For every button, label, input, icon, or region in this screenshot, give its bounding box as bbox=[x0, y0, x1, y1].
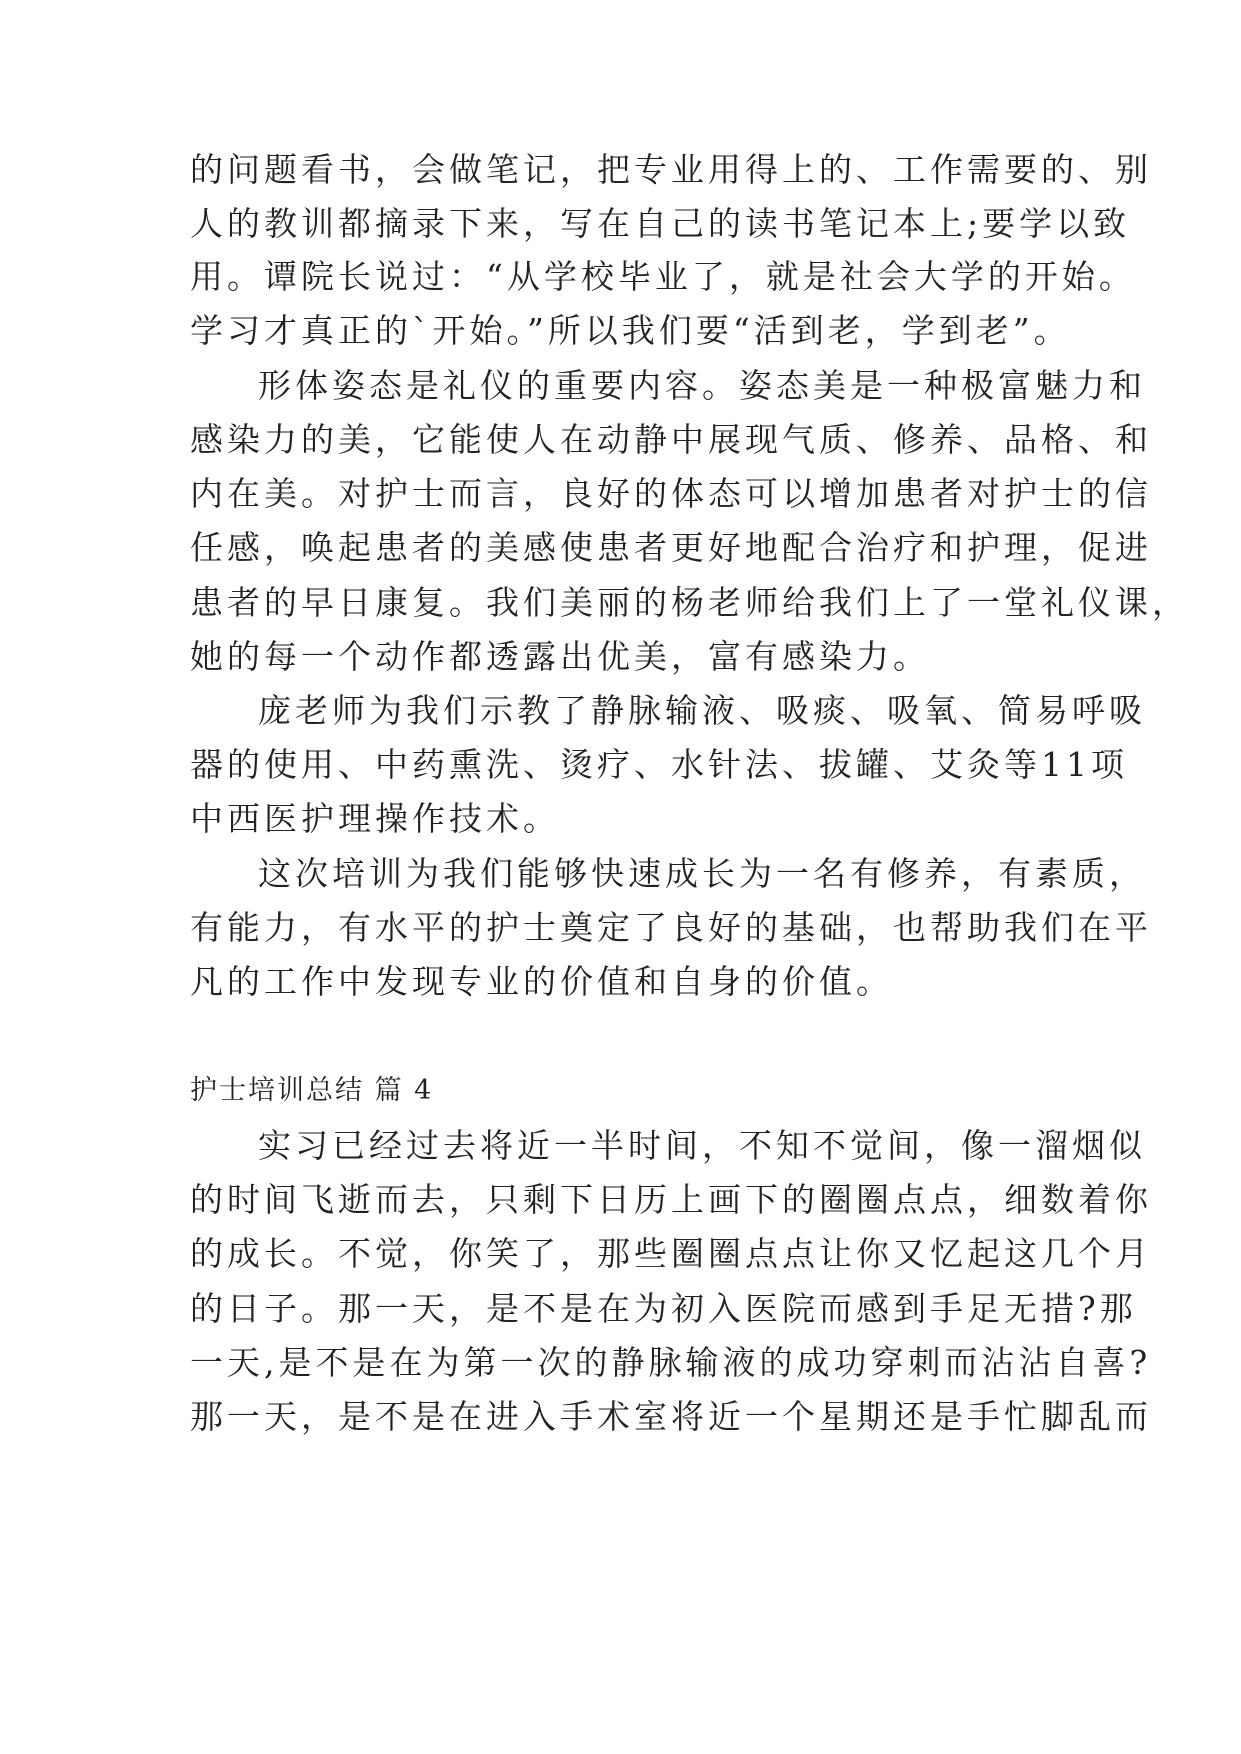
text-line: 凡的工作中发现专业的价值和自身的价值。 bbox=[190, 962, 893, 1001]
paragraph-first-line: 这次培训为我们能够快速成长为一名有修养，有素质， bbox=[258, 854, 1146, 893]
paragraph-first-line: 庞老师为我们示教了静脉输液、吸痰、吸氧、简易呼吸 bbox=[258, 691, 1146, 730]
text-line: 中西医护理操作技术。 bbox=[190, 799, 560, 838]
text-line: 那一天，是不是在进入手术室将近一个星期还是手忙脚乱而 bbox=[190, 1397, 1152, 1436]
text-line: 内在美。对护士而言，良好的体态可以增加患者对护士的信 bbox=[190, 474, 1152, 513]
text-line: 学习才真正的`开始。”所以我们要“活到老，学到老”。 bbox=[190, 311, 1071, 350]
text-line: 人的教训都摘录下来，写在自己的读书笔记本上;要学以致 bbox=[190, 204, 1131, 243]
text-line: 的日子。那一天，是不是在为初入医院而感到手足无措?那 bbox=[190, 1289, 1137, 1328]
section-heading: 护士培训总结 篇 4 bbox=[190, 1075, 434, 1106]
text-line: 任感，唤起患者的美感使患者更好地配合治疗和护理，促进 bbox=[190, 528, 1152, 567]
text-line: 有能力，有水平的护士奠定了良好的基础，也帮助我们在平 bbox=[190, 908, 1152, 947]
paragraph-first-line: 形体姿态是礼仪的重要内容。姿态美是一种极富魅力和 bbox=[258, 366, 1146, 405]
text-line: 的问题看书，会做笔记，把专业用得上的、工作需要的、别 bbox=[190, 150, 1152, 189]
text-line: 用。谭院长说过：“从学校毕业了，就是社会大学的开始。 bbox=[190, 257, 1136, 296]
text-line: 她的每一个动作都透露出优美，富有感染力。 bbox=[190, 637, 930, 676]
text-line: 患者的早日康复。我们美丽的杨老师给我们上了一堂礼仪课， bbox=[190, 583, 1189, 622]
text-line: 感染力的美，它能使人在动静中展现气质、修养、品格、和 bbox=[190, 420, 1152, 459]
text-line: 的成长。不觉，你笑了，那些圈圈点点让你又忆起这几个月 bbox=[190, 1234, 1152, 1273]
text-line: 一天,是不是在为第一次的静脉输液的成功穿刺而沾沾自喜? bbox=[190, 1343, 1152, 1382]
text-line: 器的使用、中药熏洗、烫疗、水针法、拔罐、艾灸等11项 bbox=[190, 745, 1128, 784]
paragraph-first-line: 实习已经过去将近一半时间，不知不觉间，像一溜烟似 bbox=[258, 1126, 1146, 1165]
text-line: 的时间飞逝而去，只剩下日历上画下的圈圈点点，细数着你 bbox=[190, 1180, 1152, 1219]
